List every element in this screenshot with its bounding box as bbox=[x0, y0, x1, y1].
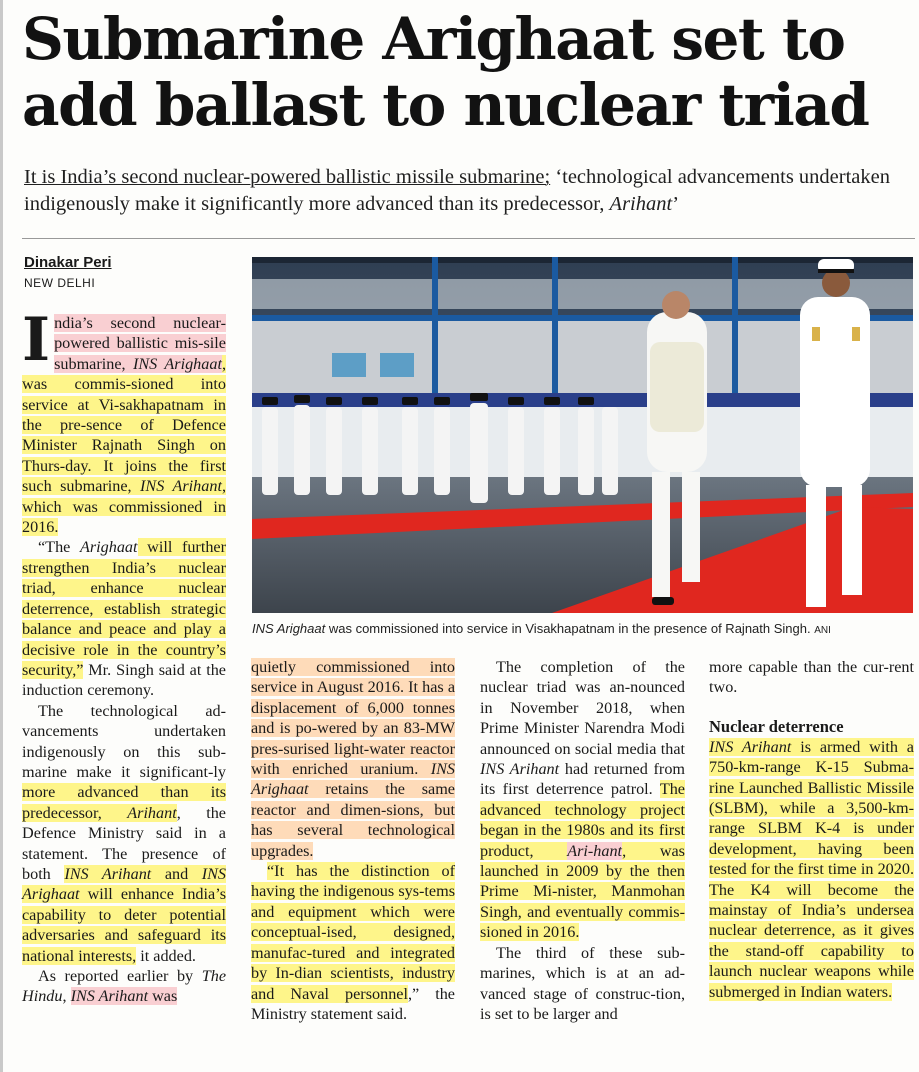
standfirst-underlined: It is India’s second nuclear-powered ballistic missile submarine; bbox=[24, 166, 551, 188]
photo-credit: ANI bbox=[814, 625, 831, 636]
divider-rule bbox=[22, 238, 915, 239]
standfirst-end: ’ bbox=[672, 193, 680, 215]
article-column-3 bbox=[480, 657, 685, 1024]
headline: Submarine Arighaat set to add ballast to nuclear triad bbox=[22, 5, 869, 139]
article-paragraph: The completion of the nuclear triad was an-nounced in November 2018, when Prime Minister Narendra Modi announced on social media that INS Arihant had returned from its first deterrence patrol. The advanced technology project began in the 1980s and its first product, Ari-hant, was launched in 2009 by the then Prime Mi-nister, Manmohan Singh, and eventually commis-sioned in 2016. bbox=[480, 658, 685, 942]
subhead-nuclear-deterrence: Nuclear deterrence bbox=[709, 716, 844, 736]
article-paragraph: quietly commissioned into service in August 2016. It has a displacement of 6,000 tonnes and is po-wered by an 83-MW pres-surised light-water reactor with enriched uranium. INS Arighaat retains the same reactor and dimen-sions, but has several technological upgrades. bbox=[251, 658, 455, 860]
article-paragraph: “It has the distinction of having the indigenous sys-tems and equipment which were conceptual-ised, designed, manufac-tured and integrated by In-dian scientists, industry and Naval personnel,” the Ministry statement said. bbox=[251, 862, 455, 1023]
article-paragraph: INS Arihant is armed with a 750-km-range K-15 Subma-rine Launched Ballistic Missile (SLBM), while a 3,500-km-range SLBM K-4 is under development, having been tested for the first time in 2020. The K4 will become the mainstay of India’s undersea nuclear deterrence, as it gives the stand-off capability to launch nuclear weapons while submerged in Indian waters. bbox=[709, 737, 914, 1001]
photo-caption bbox=[252, 621, 913, 636]
standfirst-italic: Arihant bbox=[609, 193, 673, 215]
article-paragraph-continued: more capable than the cur-rent two. bbox=[709, 658, 914, 697]
caption-italic: INS Arighaat bbox=[252, 621, 326, 636]
article-column-2 bbox=[251, 657, 455, 1024]
byline-author: Dinakar Peri bbox=[24, 254, 112, 271]
article-paragraph: India’s second nuclear-powered ballistic mis-sile submarine, INS Arighaat, was commis-sioned into service at Vi-sakhapatnam in the pre-sence of Defence Minister Rajnath Singh on Thurs-day. It joins the first such submarine, INS Arihant, which was commissioned in 2016. bbox=[22, 305, 226, 537]
caption-text: was commissioned into service in Visakhapatnam in the presence of Rajnath Singh. bbox=[325, 621, 811, 636]
page-edge-line bbox=[0, 0, 3, 1072]
article-paragraph: “The Arighaat will further strengthen India’s nuclear triad, enhance nuclear deterrence, establish strategic balance and peace and play a decisive role in the country’s security,” Mr. Singh said at the induction ceremony. bbox=[22, 538, 226, 700]
article-paragraph: The technological ad-vancements undertaken indigenously on this sub-marine make it significant-ly more advanced than its predecessor, Arihant, the Defence Ministry said in a statement. The presence of both INS Arihant and INS Arighaat will enhance India’s capability to deter potential adversaries and safeguard its national interests, it added. bbox=[22, 701, 227, 965]
photo-illustration bbox=[252, 257, 913, 613]
standfirst bbox=[24, 164, 904, 218]
photo-commissioning-ceremony bbox=[252, 257, 913, 613]
article-paragraph: The third of these sub-marines, which is at an ad-vanced stage of construc-tion, is set to be larger and bbox=[480, 943, 685, 1023]
article-paragraph: As reported earlier by The Hindu, INS Arihant was bbox=[22, 967, 226, 1006]
article-column-1 bbox=[22, 305, 227, 1007]
article-column-4 bbox=[709, 657, 914, 1002]
dateline: NEW DELHI bbox=[24, 276, 96, 290]
drop-cap: I bbox=[22, 305, 51, 375]
standfirst-quote: ‘technological advancements undertaken indigenously make it significantly more advanced than its predecessor, bbox=[24, 166, 890, 215]
